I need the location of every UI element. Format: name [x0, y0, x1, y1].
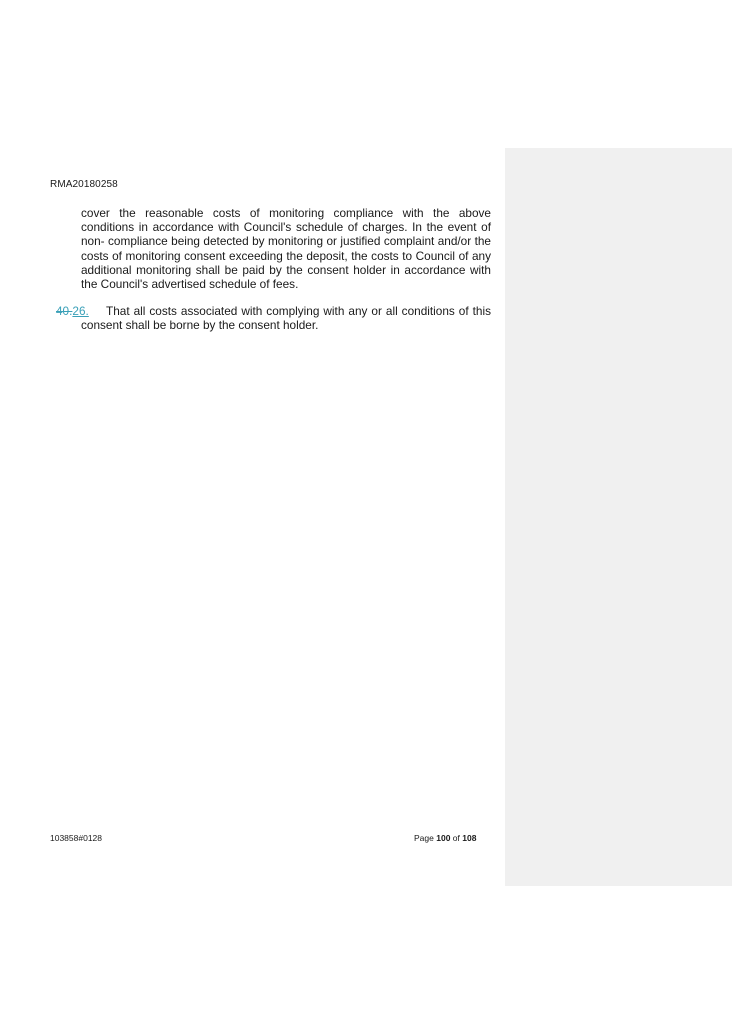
- condition-text: [81, 304, 491, 332]
- page-current: 100: [436, 833, 451, 843]
- comment-pane[interactable]: [505, 148, 732, 886]
- footer-document-id: 103858#0128: [50, 833, 103, 843]
- inserted-number: 26.: [72, 304, 89, 318]
- deleted-number: 40.: [56, 304, 73, 318]
- footer-page-number: [414, 833, 476, 843]
- condition-paragraph-26: [56, 304, 491, 333]
- condition-paragraph-continued: cover the reasonable costs of monitoring compliance with the above conditions in accordance with Council's schedule of charges. In the event of non- compliance being detected by monitoring or justified complaint and/or the costs of monitoring consent exceeding the deposit, the costs to Council of any additional monitoring shall be paid by the consent holder in accordance with the Council's advertised schedule of fees.: [81, 206, 491, 292]
- header-reference: RMA20180258: [50, 179, 118, 190]
- page-total: 108: [462, 833, 477, 843]
- page-of: of: [452, 833, 460, 843]
- page-label: Page: [414, 833, 434, 843]
- condition-text-body: That all costs associated with complying with any or all conditions of this consent shall be borne by the consent holder.: [81, 304, 491, 333]
- condition-number: [56, 304, 89, 318]
